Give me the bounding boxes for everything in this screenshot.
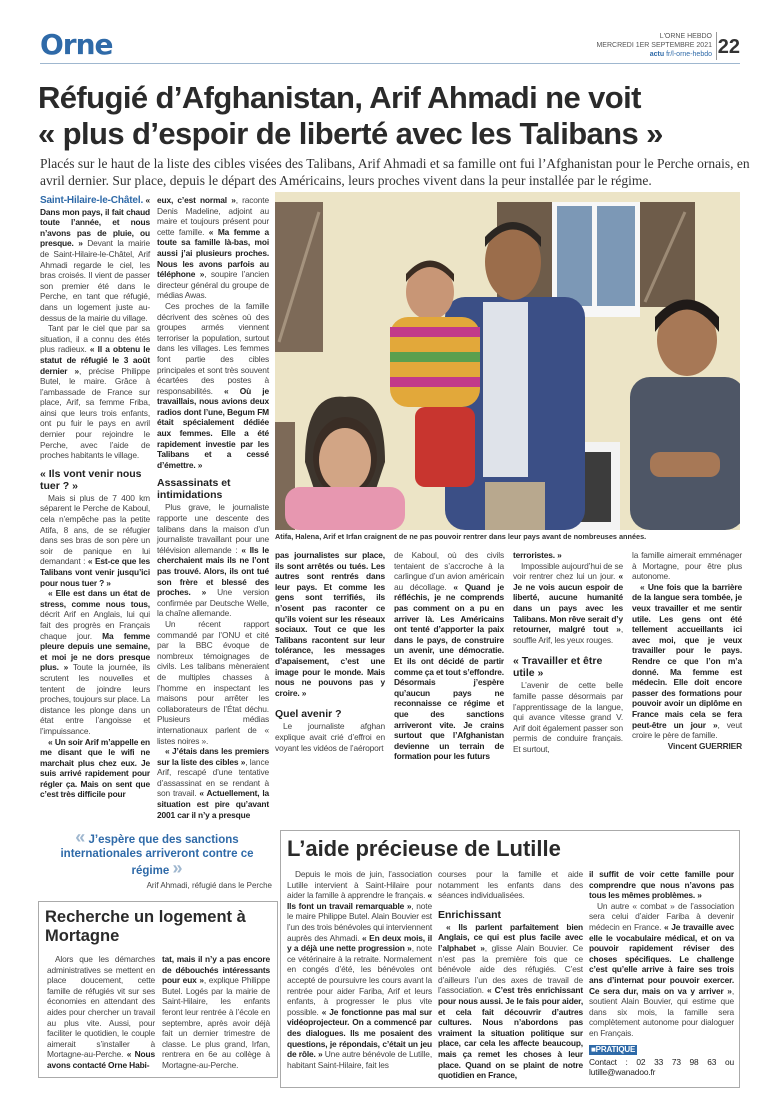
paragraph — [632, 582, 742, 741]
pull-quote-text-block — [42, 827, 272, 878]
quote: « Ils parlent parfaitement bien Anglais, ce qui est plus facile avec l’alphabet » — [438, 921, 583, 953]
quote: « C’est très enrichissant pour nous aussi. Je le fais pour aider, et cela fait découvrir d’autres cultures. Nous n’abordons pas vraiment la situation politique sur place, car cela les affecte beaucoup, mais ça remet les choses à leur place. Quand on se plaint de notre quotidien en France, — [438, 985, 583, 1081]
quote: terroristes. » — [513, 550, 562, 560]
photo-caption: Atifa, Halena, Arif et Irfan craignent de ne pas pouvoir rentrer dans leur pays avant de nombreuses années. — [275, 532, 647, 541]
text: Tant par le ciel que par sa situation, il a connu des étés plus radieux. — [40, 323, 150, 355]
quote: pas journalistes sur place, ils sont arrêtés ou tués. Les autres sont rentrés dans leur pays. Et comme les gens sont terrifiés, ils n’osent pas raconter ce qu’ils voient sur les réseaux sociaux. Tout ce que les Talibans racontent sur leur tolérance, les messages d’apaisement, c’est une image pour le monde. Mais nous ne pouvons pas y croire. » — [275, 550, 385, 698]
paragraph — [157, 195, 269, 301]
box-column-1 — [287, 869, 432, 1070]
text: de Kaboul, où des civils tentaient de s’accroche à la carlingue d’un avion américain au décollage. — [394, 550, 504, 592]
quote: Ma femme pleure depuis une semaine, et moi je ne dors presque plus. » — [40, 630, 150, 673]
box-title: L’aide précieuse de Lutille — [287, 836, 561, 861]
text: Ces proches de la famille décrivent des scènes où des groupes armés viennent terroriser la population, surtout dans les villages. Les femmes font partie des cibles principales et sont très souvent écartées des postes à responsabilités. — [157, 300, 269, 396]
quote: « J’étais dans les premiers sur la liste des cibles » — [157, 746, 269, 767]
text: , veut croire le père de famille. — [632, 719, 743, 741]
paragraph — [589, 901, 734, 1039]
text: , souffle Arif, les yeux rouges. — [513, 624, 623, 645]
paragraph — [589, 869, 734, 901]
text: décrit Arif en Anglais, lui qui fait des progrès en Français chaque jour. — [40, 609, 150, 641]
pull-quote-text: J’espère que des sanctions internationales arriveront contre ce régime — [60, 834, 254, 877]
actu-label: actu — [649, 51, 665, 58]
paragraph — [513, 561, 623, 646]
paragraph: courses pour la famille et aide notamment les enfants dans des séances individualisées. — [438, 869, 583, 901]
site-link[interactable]: fr/l-orne-hebdo — [666, 51, 712, 58]
quote: « Je travaille avec elle le vocabulaire médical, et on va pouvoir rapidement réviser des choses spécifiques. Le challenge c’est qu’elle arrive à faire ses trois ans d’internat pour pouvoir exercer. Ce sera dur, mais on va y arriver » — [589, 921, 734, 996]
text: , note ce vétérinaire à la retraite. Normalement en congés d’été, les bénévoles ont accepté de poursuivre les cours avant la rentrée pour aider Fariba, Arif et leurs enfants, à progresser le plus vite possible. — [287, 943, 432, 1017]
article-column-1 — [40, 195, 150, 800]
article-column-2 — [157, 195, 269, 820]
quote: « Je fonctionne pas mal sur vidéoprojecteur. On a commencé par des dialogues. Ils me posaient des questions, je répondais, c’était un jeu de rôle. » — [287, 1006, 432, 1060]
sidebar-box-housing — [38, 901, 278, 1078]
box-column-2 — [438, 869, 583, 1081]
quote: eux, c’est normal » — [157, 195, 236, 205]
subheading: Quel avenir ? — [275, 708, 342, 721]
quote: « En deux mois, il y a déjà une nette progression » — [287, 932, 432, 954]
paragraph: Un récent rapport commandé par l’ONU et cité par la BBC évoque de nombreux témoignages de civils. Les talibans mèneraient de multiples chasses à l’homme en inspectant les maisons pour arrêter les collaborateurs de l’État déchu. Plusieurs médias internationaux parlent de « listes noires ». — [157, 618, 269, 746]
quote: il suffit de voir cette famille pour comprendre que nous n’avons pas tous les mêmes problèmes. » — [589, 869, 734, 901]
paragraph: la famille aimerait emménager à Mortagne, pour être plus autonome. — [632, 550, 742, 582]
quote: « Je ne vois aucun espoir de liberté, aucune humanité dans un pays avec les Talibans. Mon rêve serait d’y retourner, malgré tout » — [513, 571, 623, 635]
paragraph — [157, 502, 269, 619]
quote: « Quand je réfléchis, je ne comprends pas comment on a pu en arriver là. Les Américains ont tenté d’apporter la paix dans le pays, de construire un avenir, une démocratie. Et ils ont décidé de partir comme ça et tout s’effondre. Désormais j’espère qu’aucun pays ne reconnaisse ce régime et que des sanctions arriveront vite. Je crains surtout que l’Afghanistan devienne un terrain de formation pour les futurs — [394, 581, 504, 762]
text: Mais si plus de 7 400 km séparent le Perche de Kaboul, cela n’empêche pas la petite Atifa, 8 ans, de se réfugier dans ses bras de son père un soir de panique en lui demandant : — [40, 492, 150, 567]
section-name: Orne — [40, 28, 113, 61]
paragraph — [40, 195, 150, 323]
quote: « Actuellement, la situation est pire qu’avant 2001 car il n’y a presque — [157, 788, 270, 820]
paragraph — [40, 588, 150, 736]
text: Une version confirmée par Deutsche Welle, la chaîne allemande. — [157, 587, 269, 619]
paragraph — [40, 323, 150, 461]
subheading: « Travailler et être utile » — [513, 655, 603, 680]
paragraph — [394, 550, 504, 762]
quote: « Ma femme a toute sa famille là-bas, moi aussi j’ai plusieurs proches. Nous les avons parfois au téléphone » — [157, 226, 269, 280]
family-photo-illustration — [275, 192, 740, 530]
quote: « Est-ce que les Talibans vont venir jusqu’ici pour nous tuer ? » — [40, 556, 150, 588]
quote: « Une fois que la barrière de la langue sera tombée, je veux travailler et me sentir utile. Les gens ont été tellement accueillants ici avec moi, que je veux travailler pour le pays. Rendre ce que l’on m’a donné. Ma femme est médecin. Elle doit encore passer des formations pour pouvoir avoir un diplôme en France mais cela se fera peut-être un jour » — [632, 581, 742, 730]
paragraph: Le journaliste afghan explique avait crié d’effroi en voyant les vidéos de l’aéroport — [275, 721, 385, 753]
quote: tat, mais il n’y a pas encore de débouchés intéressants pour eux » — [162, 954, 270, 986]
open-quote-icon: « — [75, 827, 86, 847]
article-column-4 — [394, 550, 504, 762]
page-number: 22 — [717, 36, 740, 58]
text: Depuis le mois de juin, l’association Lutille intervient à Saint-Hilaire pour aider la famille à apprendre le français. — [287, 869, 432, 901]
article-column-3 — [275, 550, 385, 753]
article-standfirst: Placés sur le haut de la liste des cibles visées des Talibans, Arif Ahmadi et sa famille ont fui l’Afghanistan pour le Perche ornais, en avril dernier. Sur place, depuis le départ des Américains, leurs proches vivent dans la peur installée par le régime. — [40, 156, 750, 188]
subheading: Enrichissant — [438, 908, 502, 921]
text: Toute la journée, ils scrutent les nouvelles et tentent de joindre leurs proches, toujours sur place. La distance les plonge dans un état entre l’angoisse et l’impuissance. — [40, 662, 150, 736]
paragraph — [438, 922, 583, 1081]
pratique-label: ■PRATIQUE — [591, 1044, 636, 1054]
subheading: Assassinats et intimidations — [157, 477, 231, 502]
dateline: Saint-Hilaire-le-Châtel. — [40, 195, 144, 206]
article-column-5 — [513, 550, 623, 755]
box-column-2 — [162, 954, 270, 1071]
contact-info: Contact : 02 33 73 98 63 ou lutille@wanadoo.fr — [589, 1056, 734, 1078]
quote: « Il a obtenu le statut de réfugié le 3 août dernier » — [40, 344, 150, 376]
paragraph — [40, 493, 150, 588]
text: , note le maire Philippe Butel. Alain Bouvier est l’un des trois bénévoles qui interviennent auprès des Ahmadi. — [287, 900, 433, 943]
text: , soutient Alain Bouvier, qui estime que dans six mois, la famille sera complètement autonome pour dialoguer en Français. — [589, 985, 734, 1038]
quote: « Ils le cherchaient mais ils ne l’ont pas trouvé. Alors, ils ont tué son frère et blessé des proches. » — [157, 544, 269, 598]
text: Un autre « combat » de l’association sera celui d’aider Fariba à devenir médecin en France. — [589, 900, 734, 932]
text: , glisse Alain Bouvier. Ce n’est pas la première fois que ce bénévole aide des réfugiés. C’est d’ailleurs l’un des axes de travail de l’association. — [438, 942, 583, 996]
headline-line-1: Réfugié d’Afghanistan, Arif Ahmadi ne voit — [38, 80, 641, 115]
text: Impossible aujourd’hui de se voir rentrer chez lui un jour. — [513, 560, 623, 582]
page-masthead — [40, 28, 740, 64]
sidebar-box-lutille — [280, 830, 740, 1088]
paragraph — [275, 550, 385, 698]
paragraph — [157, 301, 269, 471]
publication-date: MERCREDI 1ER SEPTEMBRE 2021 — [596, 42, 712, 49]
paragraph: L’avenir de cette belle famille passe désormais par l’apprentissage de la langue, qui avance vitesse grand V. Arif doit également passer son permis de conduire français. Et surtout, — [513, 680, 623, 754]
box-title: Recherche un logement à Mortagne — [45, 908, 246, 945]
paragraph — [157, 746, 269, 820]
paragraph — [287, 869, 432, 1070]
quote: « Ils font un travail remarquable » — [287, 890, 432, 911]
paragraph — [513, 550, 623, 561]
box-column-3 — [589, 869, 734, 1078]
box-column-1 — [47, 954, 155, 1071]
author-byline: Vincent GUERRIER — [667, 740, 742, 751]
quote: « Nous avons contacté Orne Habi- — [47, 1049, 155, 1070]
paragraph — [47, 954, 155, 1071]
headline-line-2: « plus d’espoir de liberté avec les Talibans » — [38, 116, 663, 151]
text: Plus grave, le journaliste rapporte une descente des talibans dans la maison d’un journaliste travaillant pour une télévision allemande : — [157, 502, 269, 555]
text: , explique Philippe Butel. Logés par la mairie de Saint-Hilaire, les enfants feront leur rentrée à l’école en septembre, après avoir déjà fait un dernier trimestre de classe. Le plus grand, Irfan, rentrera en 6e au collège à Mortagne-au-Perche. — [162, 975, 270, 1070]
text: Alors que les démarches administratives se mettent en place doucement, cette famille de réfugiés vit sur ses économies en attendant des aides pour chercher un travail au plus vite. Aussi, pour faciliter le quotidien, le couple aimerait s’installer à Mortagne-au-Perche. — [47, 954, 155, 1060]
text: Une autre bénévole de Lutille, habitant Saint-Hilaire, fait les — [287, 1049, 432, 1070]
paragraph — [162, 954, 270, 1071]
publication-name: L'ORNE HEBDO — [659, 33, 712, 40]
subheading: « Ils vont venir nous tuer ? » — [40, 467, 142, 492]
pull-quote — [42, 827, 272, 891]
close-quote-icon: » — [172, 858, 183, 878]
family-photo — [275, 192, 740, 530]
text: Devant la mairie de Saint-Hilaire-le-Châtel, Arif Ahmadi regarde le ciel, les bras croisés. Il vient de passer son premier été dans le Perche, en tant que réfugié, dans un logement juste au-dessus de la mairie du village. — [40, 238, 150, 323]
article-column-6 — [632, 550, 742, 751]
text: , précise Philippe Butel, le maire. Grâce à l’ambassade de France sur place, Arif, sa femme Friba, ainsi que leurs trois enfants, ont pu fuir le pays en avril dernier pour rejoindre le Perche, avec l’aide de proches habitants le village. — [40, 365, 151, 461]
publication-info — [596, 32, 712, 59]
quote: « Dans mon pays, il fait chaud toute l’année, et nous n’avons pas de pluie, ou presque. » — [40, 195, 150, 249]
quote: « Un soir Arif m’appelle en me disant que le wifi ne marchait plus chez eux. Je suis arrivé rapidement pour régler ça. Mais on sent que c’est très difficile pour — [40, 736, 150, 800]
text: , raconte Denis Madeline, adjoint au maire et toujours présent pour cette famille. — [157, 195, 269, 237]
quote: « Elle est dans un état de stress, comme nous tous, — [40, 588, 150, 609]
text: , lance Arif, rescapé d’une tentative d’assassinat en se rendant à son travail. — [157, 756, 269, 799]
paragraph — [40, 737, 150, 801]
text: , soupire l’ancien directeur général du groupe de médias Awas. — [157, 269, 270, 301]
article-headline — [38, 80, 758, 152]
pull-quote-attribution: Arif Ahmadi, réfugié dans le Perche — [146, 881, 272, 890]
quote: « Où je travaillais, nous avions deux radios dont l’une, Begum FM était spécialement dédiée aux femmes. Elle a été rapidement investie par les Talibans et a cessé d’émettre. » — [157, 385, 269, 470]
